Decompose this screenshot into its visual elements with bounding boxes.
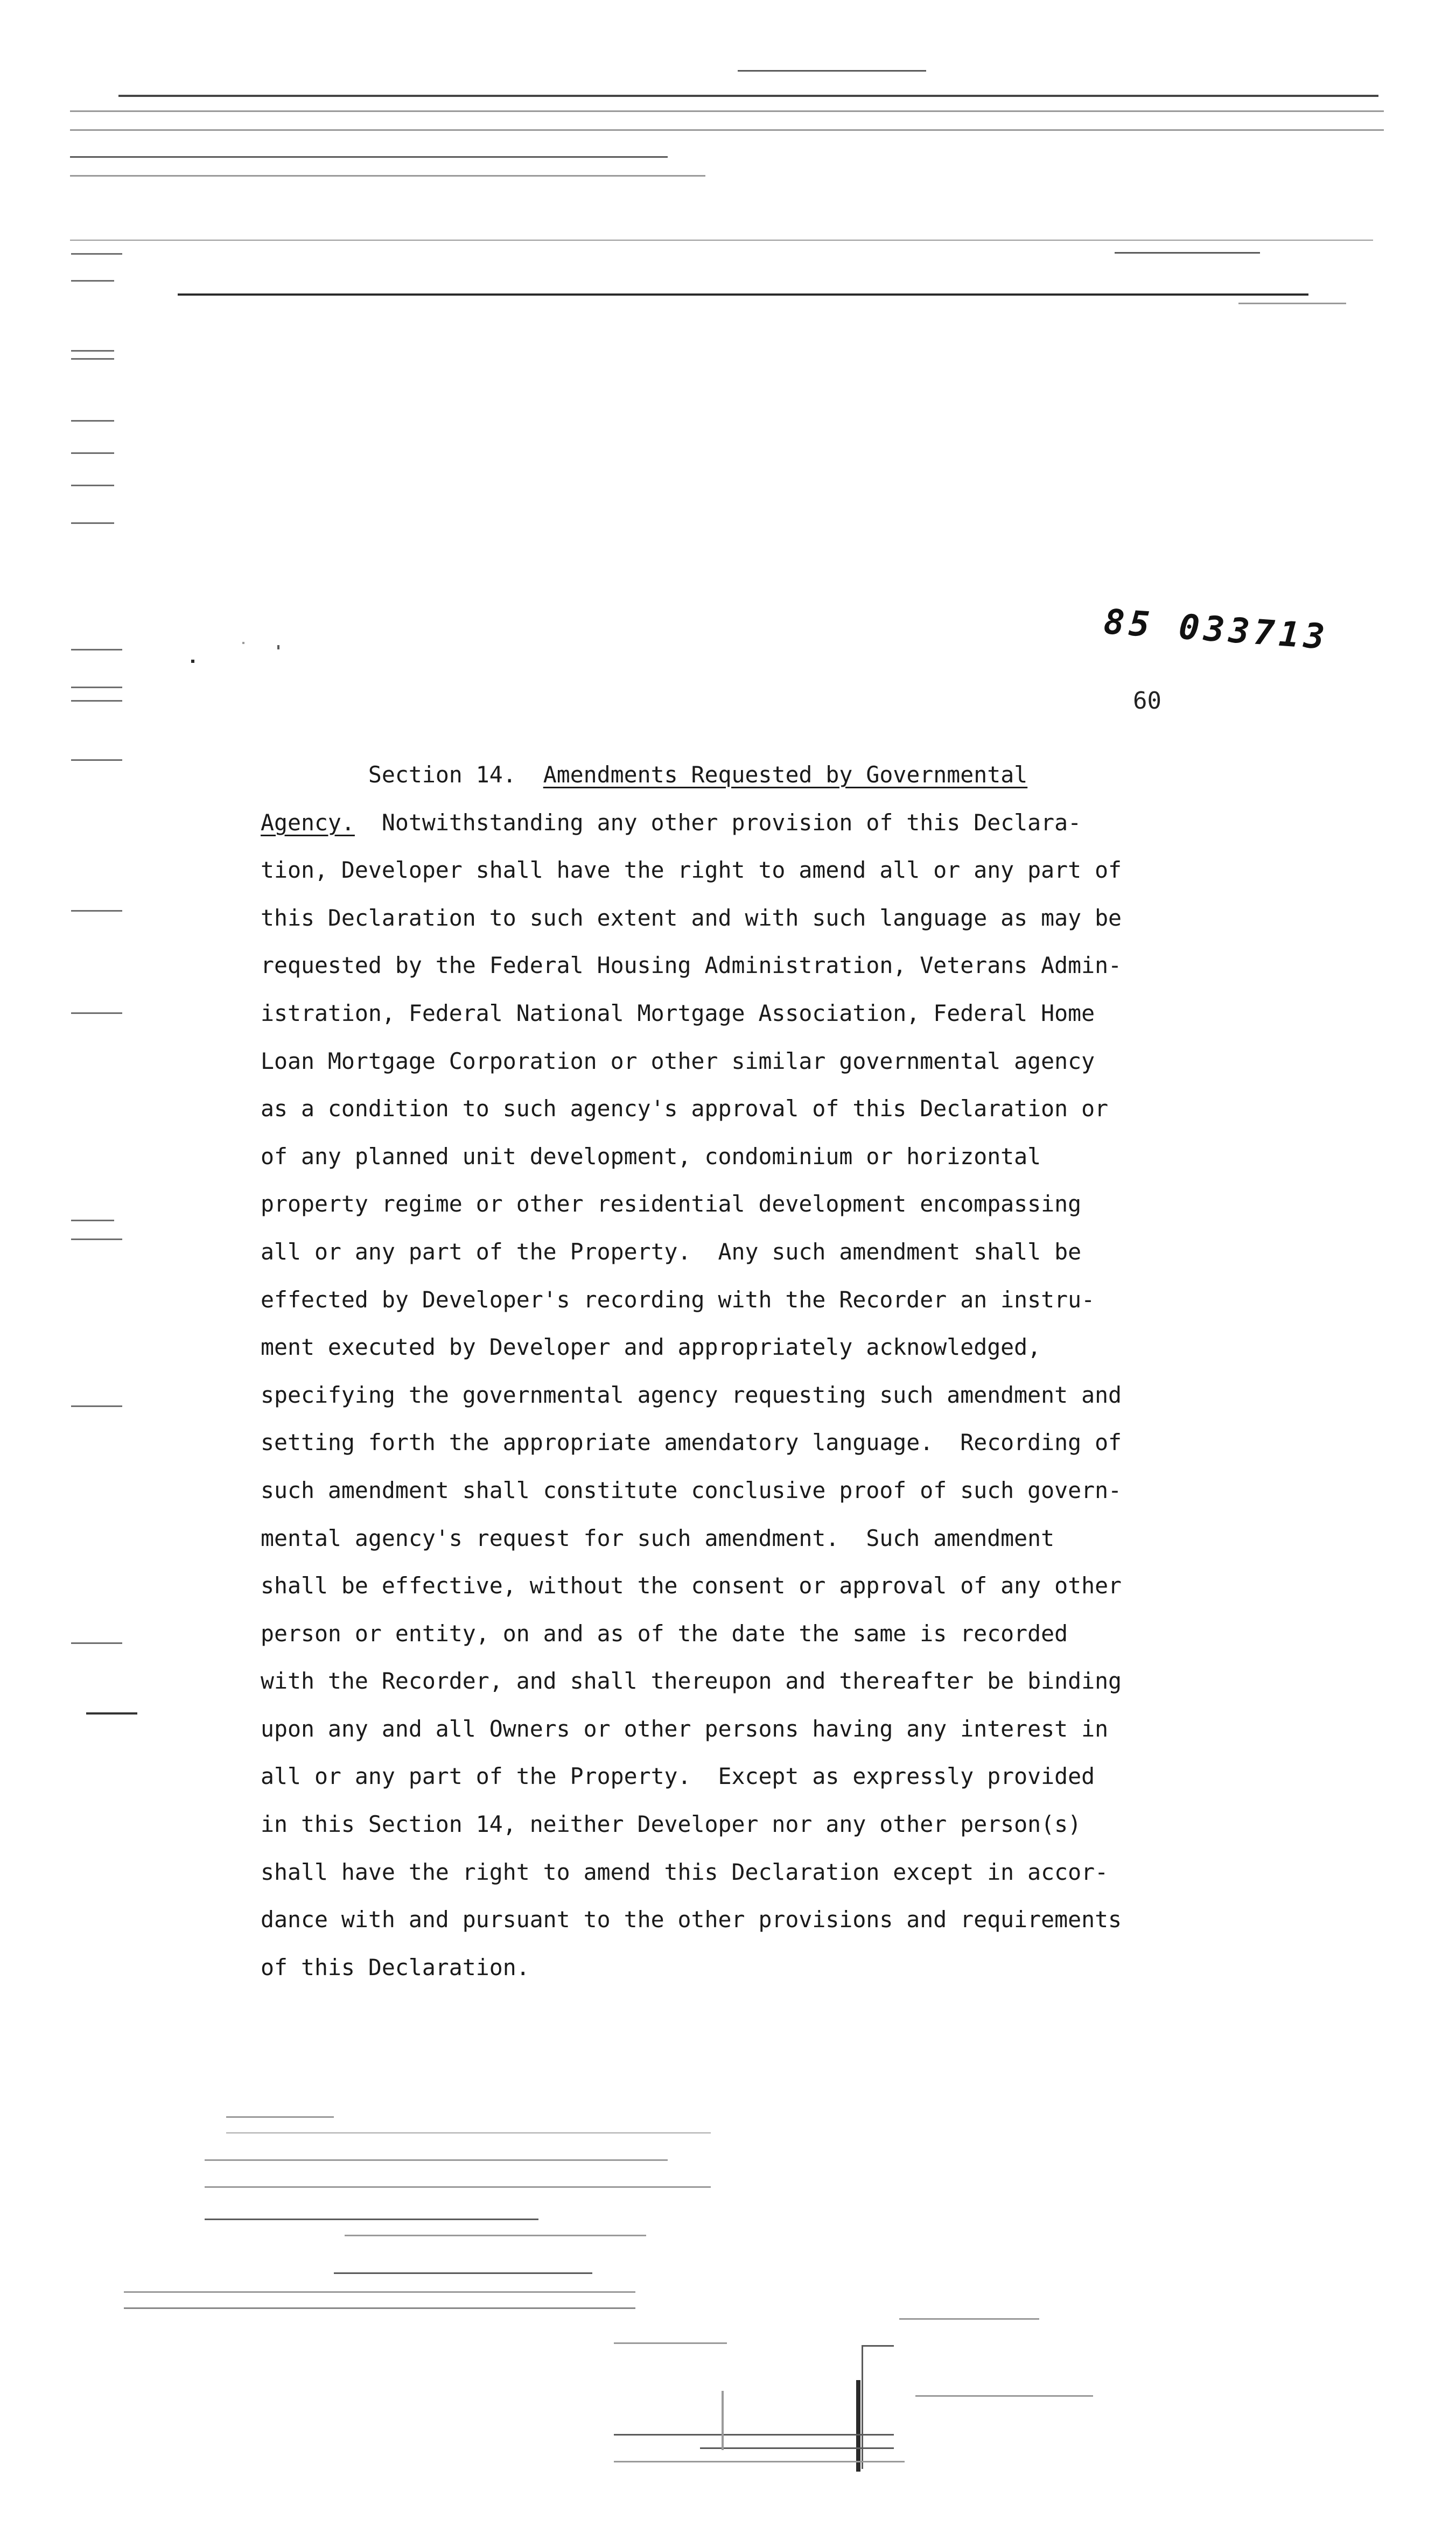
scan-artifact <box>205 2219 538 2220</box>
body-line: shall have the right to amend this Declaration except in accor- <box>261 1858 1109 1885</box>
body-line: as a condition to such agency's approval of this Declaration or <box>261 1095 1109 1122</box>
scan-artifact <box>862 2345 894 2347</box>
body-line: requested by the Federal Housing Administration, Veterans Admin- <box>261 952 1122 979</box>
body-line: setting forth the appropriate amendatory language. Recording of <box>261 1429 1122 1456</box>
body-line: of any planned unit development, condominium or horizontal <box>261 1143 1041 1170</box>
body-line: all or any part of the Property. Except as expressly provided <box>261 1763 1095 1790</box>
margin-tick <box>71 253 122 255</box>
scan-artifact <box>614 2342 727 2344</box>
margin-tick <box>71 759 122 761</box>
body-line: such amendment shall constitute conclusive proof of such govern- <box>261 1477 1122 1503</box>
scan-artifact <box>226 2116 334 2118</box>
margin-tick <box>71 1012 122 1014</box>
margin-tick <box>71 452 114 454</box>
section-title: Amendments Requested by Governmental <box>543 761 1028 788</box>
margin-tick <box>71 485 114 486</box>
margin-tick <box>71 1220 114 1221</box>
scan-artifact-bleed-1 <box>118 95 1378 97</box>
margin-tick <box>71 1238 122 1240</box>
scan-artifact <box>862 2345 863 2469</box>
scan-artifact <box>124 2307 635 2309</box>
margin-tick <box>71 350 114 352</box>
body-line: all or any part of the Property. Any such amendment shall be <box>261 1238 1082 1265</box>
body-line: mental agency's request for such amendment. Such amendment <box>261 1524 1055 1551</box>
body-line: istration, Federal National Mortgage Association, Federal Home <box>261 999 1095 1026</box>
scan-artifact <box>722 2391 724 2450</box>
scan-artifact-bleed-2 <box>70 110 1384 112</box>
scan-artifact-bleed-8 <box>1238 303 1346 304</box>
stray-mark <box>242 642 244 644</box>
body-line: upon any and all Owners or other persons having any interest in <box>261 1715 1109 1742</box>
margin-tick <box>71 522 114 524</box>
body-line: Loan Mortgage Corporation or other similar governmental agency <box>261 1047 1095 1074</box>
scan-artifact <box>614 2434 894 2436</box>
scan-artifact <box>205 2186 711 2188</box>
section-title-continued: Agency. <box>261 809 355 836</box>
body-line: person or entity, on and as of the date the same is recorded <box>261 1620 1068 1647</box>
body-line: Agency. Notwithstanding any other provision of this Declara- <box>261 809 1082 836</box>
body-line: tion, Developer shall have the right to amend all or any part of <box>261 857 1122 884</box>
body-line: with the Recorder, and shall thereupon and thereafter be binding <box>261 1668 1122 1695</box>
scan-artifact <box>345 2235 646 2236</box>
page-number: 60 <box>1133 687 1161 715</box>
scan-artifact-bleed-5 <box>70 175 705 177</box>
scan-artifact <box>700 2447 894 2449</box>
recording-number: 85 033713 <box>1102 602 1331 658</box>
margin-tick <box>71 1642 122 1644</box>
body-line: of this Declaration. <box>261 1954 530 1981</box>
scan-artifact <box>334 2272 592 2274</box>
scan-artifact-bleed-3 <box>70 129 1384 131</box>
body-line: specifying the governmental agency requesting such amendment and <box>261 1381 1122 1408</box>
margin-tick <box>71 649 122 650</box>
margin-tick <box>86 1712 137 1715</box>
scan-artifact <box>899 2318 1039 2320</box>
section-heading-line <box>261 751 1284 799</box>
scan-artifact <box>915 2395 1093 2397</box>
body-line: this Declaration to such extent and with such language as may be <box>261 904 1122 931</box>
section-14-body <box>261 751 1284 1991</box>
scan-artifact <box>205 2159 668 2161</box>
stray-mark <box>191 660 194 663</box>
body-line: in this Section 14, neither Developer nor any other person(s) <box>261 1811 1082 1838</box>
margin-tick <box>71 1405 122 1407</box>
body-line: dance with and pursuant to the other provisions and requirements <box>261 1906 1122 1933</box>
scan-artifact <box>856 2380 860 2472</box>
scan-artifact <box>124 2291 635 2293</box>
margin-tick <box>71 280 114 282</box>
scan-artifact-bleed-7 <box>1115 252 1260 254</box>
body-line: ment executed by Developer and appropriately acknowledged, <box>261 1334 1041 1361</box>
margin-tick <box>71 420 114 422</box>
margin-tick <box>71 910 122 912</box>
scan-artifact-long-rule <box>178 293 1308 296</box>
scan-artifact-top-rule <box>738 70 926 72</box>
margin-tick <box>71 358 114 360</box>
section-number: Section 14. <box>368 761 516 788</box>
stray-mark <box>277 645 279 649</box>
scan-artifact-bleed-6 <box>70 240 1373 241</box>
margin-tick <box>71 687 122 688</box>
margin-tick <box>71 700 122 702</box>
body-line: effected by Developer's recording with the Recorder an instru- <box>261 1286 1095 1313</box>
scan-artifact-bleed-4 <box>70 156 668 158</box>
body-line: property regime or other residential development encompassing <box>261 1191 1082 1217</box>
body-line: shall be effective, without the consent or approval of any other <box>261 1572 1122 1599</box>
scan-artifact <box>614 2461 905 2462</box>
scan-artifact <box>226 2132 711 2133</box>
